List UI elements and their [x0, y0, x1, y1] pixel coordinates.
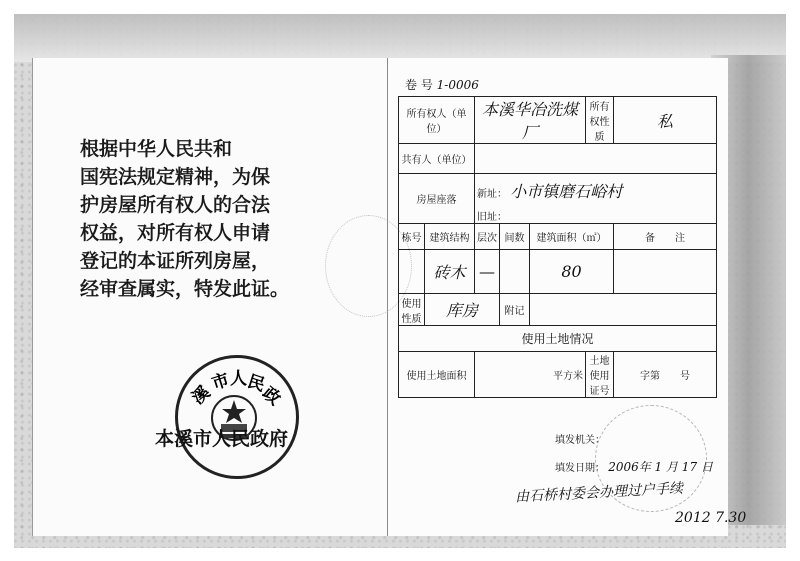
- owner-label: 所有权人（单位）: [399, 97, 475, 144]
- floors-value: —: [475, 250, 500, 294]
- volume-label: 卷 号: [405, 78, 433, 92]
- issuing-government: 本溪市人民政府: [155, 428, 289, 450]
- volume-number: [405, 76, 479, 93]
- statement-line: 登记的本证所列房屋，: [80, 250, 271, 272]
- column-header-floors: 层次: [475, 224, 500, 250]
- column-header-building-no: 栋号: [399, 224, 425, 250]
- statement-line: 护房屋所有权人的合法: [80, 194, 271, 216]
- rooms-value: [500, 250, 530, 294]
- column-header-structure: 建筑结构: [425, 224, 475, 250]
- new-address-value: 小市镇磨石峪村: [510, 181, 623, 201]
- remarks-value: [614, 250, 717, 294]
- statement-line: 国宪法规定精神，为保: [80, 166, 271, 188]
- owner-value: 本溪华冶洗煤厂: [475, 97, 586, 144]
- address-cell: [475, 174, 717, 224]
- usage-label: 使用性质: [399, 294, 425, 326]
- issue-date-label: 填发日期：: [555, 463, 605, 474]
- svg-text:溪: 溪: [188, 380, 217, 408]
- column-header-area: 建筑面积（㎡）: [530, 224, 614, 250]
- land-area-unit: 平方米: [475, 352, 586, 398]
- location-label: 房屋座落: [399, 174, 475, 224]
- ownership-nature-value: 私: [614, 97, 717, 144]
- statement-line: 根据中华人民共和: [80, 138, 233, 160]
- land-area-label: 使用土地面积: [399, 352, 475, 398]
- svg-text:民: 民: [244, 371, 271, 397]
- certificate-statement: [80, 135, 370, 303]
- column-header-rooms: 间数: [500, 224, 530, 250]
- issue-date-value: 2006年 1 月 17 日: [608, 460, 713, 474]
- land-cert-suffix: 字第 号: [614, 352, 717, 398]
- scan-top-smudge: [14, 14, 786, 62]
- land-section-title: 使用土地情况: [399, 326, 717, 352]
- registration-table: [398, 96, 717, 398]
- svg-text:人: 人: [230, 369, 250, 389]
- issuing-office-label: 填发机关：: [555, 435, 605, 446]
- structure-value: 砖木: [425, 250, 475, 294]
- building-no-value: [399, 250, 425, 294]
- notes-label: 附记: [500, 294, 530, 326]
- statement-line: 经审查属实，特发此证。: [80, 278, 290, 300]
- new-address-label: 新址：: [477, 188, 507, 200]
- volume-value: 1-0006: [436, 78, 479, 92]
- land-cert-label: 土地使用证号: [586, 352, 614, 398]
- handwritten-transfer-note: 由石桥村委会办理过户手续: [514, 480, 684, 506]
- notes-value: [530, 294, 717, 326]
- seal-arc-lettering: [188, 368, 284, 408]
- statement-line: 权益，对所有权人申请: [80, 222, 271, 244]
- old-address-label: 旧址：: [477, 211, 507, 223]
- ownership-nature-label: 所有权性质: [586, 97, 614, 144]
- area-value: 80: [530, 250, 614, 294]
- column-header-remarks: 备 注: [614, 224, 717, 250]
- svg-text:市: 市: [209, 369, 235, 395]
- usage-value: 库房: [425, 294, 500, 326]
- co-owner-value: [475, 144, 717, 174]
- seal-text: [188, 368, 284, 413]
- co-owner-label: 共有人（单位）: [399, 144, 475, 174]
- svg-text:政: 政: [258, 383, 284, 408]
- handwritten-note-date: 2012 7.30: [675, 510, 747, 526]
